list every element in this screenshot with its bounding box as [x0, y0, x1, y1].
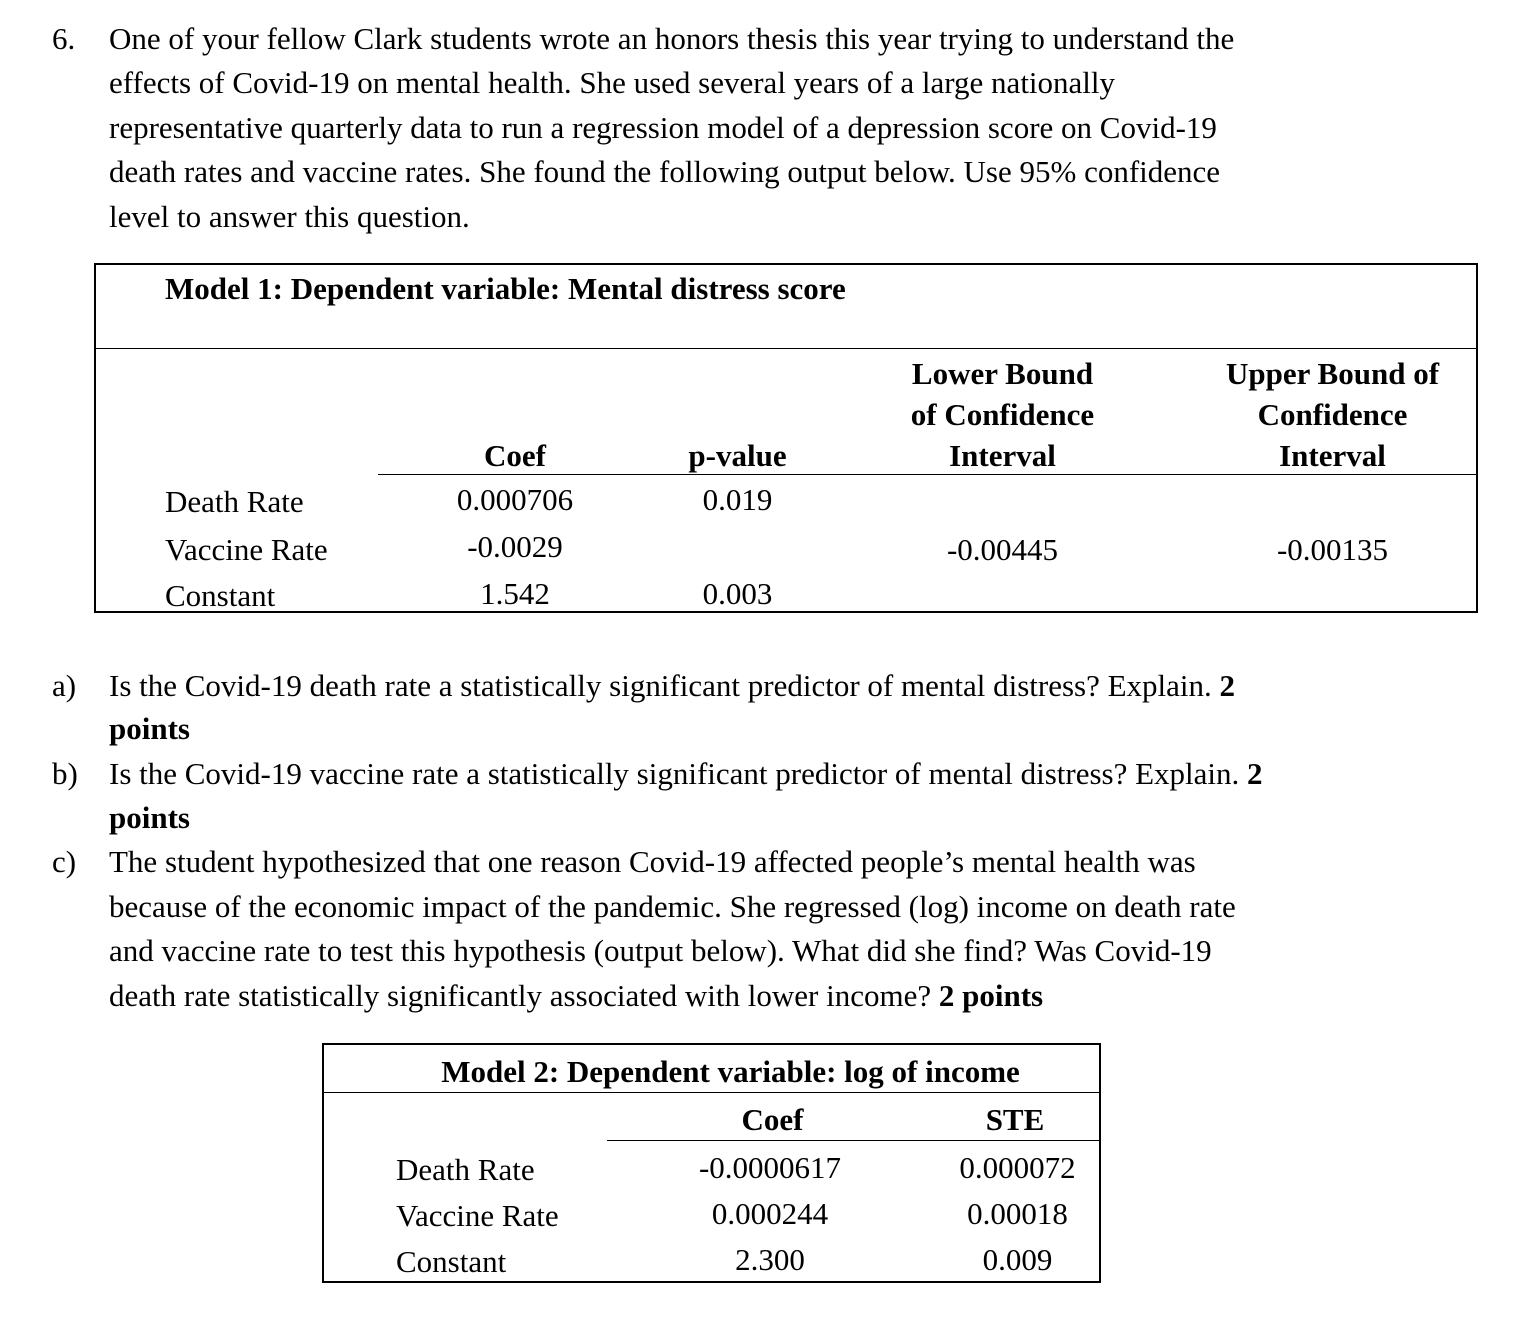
- model1-cell-coef: 0.000706: [456, 482, 574, 517]
- model2-cell-ste: 0.000072: [959, 1150, 1076, 1185]
- model1-title: Model 1: Dependent variable: Mental distress score: [165, 271, 846, 306]
- model2-cell-coef: 2.300: [735, 1242, 805, 1277]
- question-line-5: level to answer this question.: [109, 199, 470, 234]
- subquestion-c-line-4: death rate statistically significantly associated with lower income?: [109, 978, 932, 1013]
- model2-row-label: Vaccine Rate: [396, 1198, 559, 1233]
- subquestion-c-line-4-wrap: [109, 974, 1043, 1018]
- model2-title-divider: [322, 1092, 1101, 1093]
- model1-header-pvalue: p-value: [688, 438, 787, 473]
- model1-cell-coef: 1.542: [480, 576, 550, 611]
- model1-row-label: Constant: [165, 578, 276, 613]
- model2-row-label: Constant: [396, 1244, 507, 1279]
- model2-header-divider: [607, 1140, 1101, 1141]
- subquestion-a-points-number: 2: [1219, 668, 1236, 703]
- model1-header-lower-1: Lower Bound: [911, 356, 1094, 391]
- model2-header-ste: STE: [985, 1102, 1045, 1137]
- model1-header-upper-3: Interval: [1279, 438, 1386, 473]
- question-line-2: effects of Covid-19 on mental health. She used several years of a large nationally: [109, 65, 1116, 100]
- question-number: 6.: [52, 21, 76, 56]
- subquestion-b-points-number: 2: [1247, 756, 1263, 791]
- model2-title: Model 2: Dependent variable: log of income: [441, 1054, 1020, 1089]
- model1-title-divider: [94, 348, 1478, 349]
- model1-header-lower-2: of Confidence: [910, 397, 1095, 432]
- model2-cell-ste: 0.009: [982, 1242, 1053, 1277]
- subquestion-c-marker: c): [52, 844, 77, 879]
- model1-cell-upper: -0.00135: [1276, 532, 1389, 567]
- model1-cell-coef: -0.0029: [467, 529, 563, 564]
- subquestion-c-line-2: because of the economic impact of the pandemic. She regressed (log) income on death rate: [109, 889, 1236, 924]
- model1-row-label: Vaccine Rate: [165, 532, 328, 567]
- model1-header-divider: [378, 474, 1478, 475]
- subquestion-a-marker: a): [52, 668, 77, 703]
- model2-cell-coef: 0.000244: [711, 1196, 829, 1231]
- model1-header-lower-3: Interval: [949, 438, 1056, 473]
- model2-row-label: Death Rate: [396, 1152, 535, 1187]
- question-line-4: death rates and vaccine rates. She found the following output below. Use 95% confidence: [109, 154, 1221, 189]
- model1-header-upper-1: Upper Bound of: [1225, 356, 1440, 391]
- model1-cell-pvalue: 0.003: [702, 576, 773, 611]
- subquestion-b-marker: b): [52, 756, 78, 791]
- question-line-3: representative quarterly data to run a regression model of a depression score on Covid-19: [109, 110, 1217, 145]
- subquestion-c-line-3: and vaccine rate to test this hypothesis (output below). What did she find? Was Covid-19: [109, 933, 1212, 968]
- model2-cell-ste: 0.00018: [967, 1196, 1068, 1231]
- model1-header-upper-2: Confidence: [1257, 397, 1408, 432]
- subquestion-b-text: [109, 752, 1263, 796]
- model1-cell-lower: -0.00445: [946, 532, 1059, 567]
- subquestion-c-points: 2 points: [938, 978, 1044, 1013]
- subquestion-b-line: Is the Covid-19 vaccine rate a statistically significant predictor of mental distress? Explain.: [109, 756, 1240, 791]
- model1-cell-pvalue: 0.019: [702, 482, 773, 517]
- subquestion-c-line-1: The student hypothesized that one reason Covid-19 affected people’s mental health was: [109, 844, 1196, 879]
- subquestion-b-points-word: points: [109, 800, 190, 835]
- model2-cell-coef: -0.0000617: [698, 1150, 842, 1185]
- subquestion-a-points-word: points: [109, 711, 190, 746]
- model2-header-coef: Coef: [741, 1102, 804, 1137]
- model1-header-coef: Coef: [484, 438, 546, 473]
- subquestion-a-line: Is the Covid-19 death rate a statistically significant predictor of mental distress? Explain.: [109, 668, 1212, 703]
- model1-row-label: Death Rate: [165, 484, 304, 519]
- subquestion-a-text: [109, 664, 1235, 708]
- question-line-1: One of your fellow Clark students wrote an honors thesis this year trying to understand the: [109, 21, 1235, 56]
